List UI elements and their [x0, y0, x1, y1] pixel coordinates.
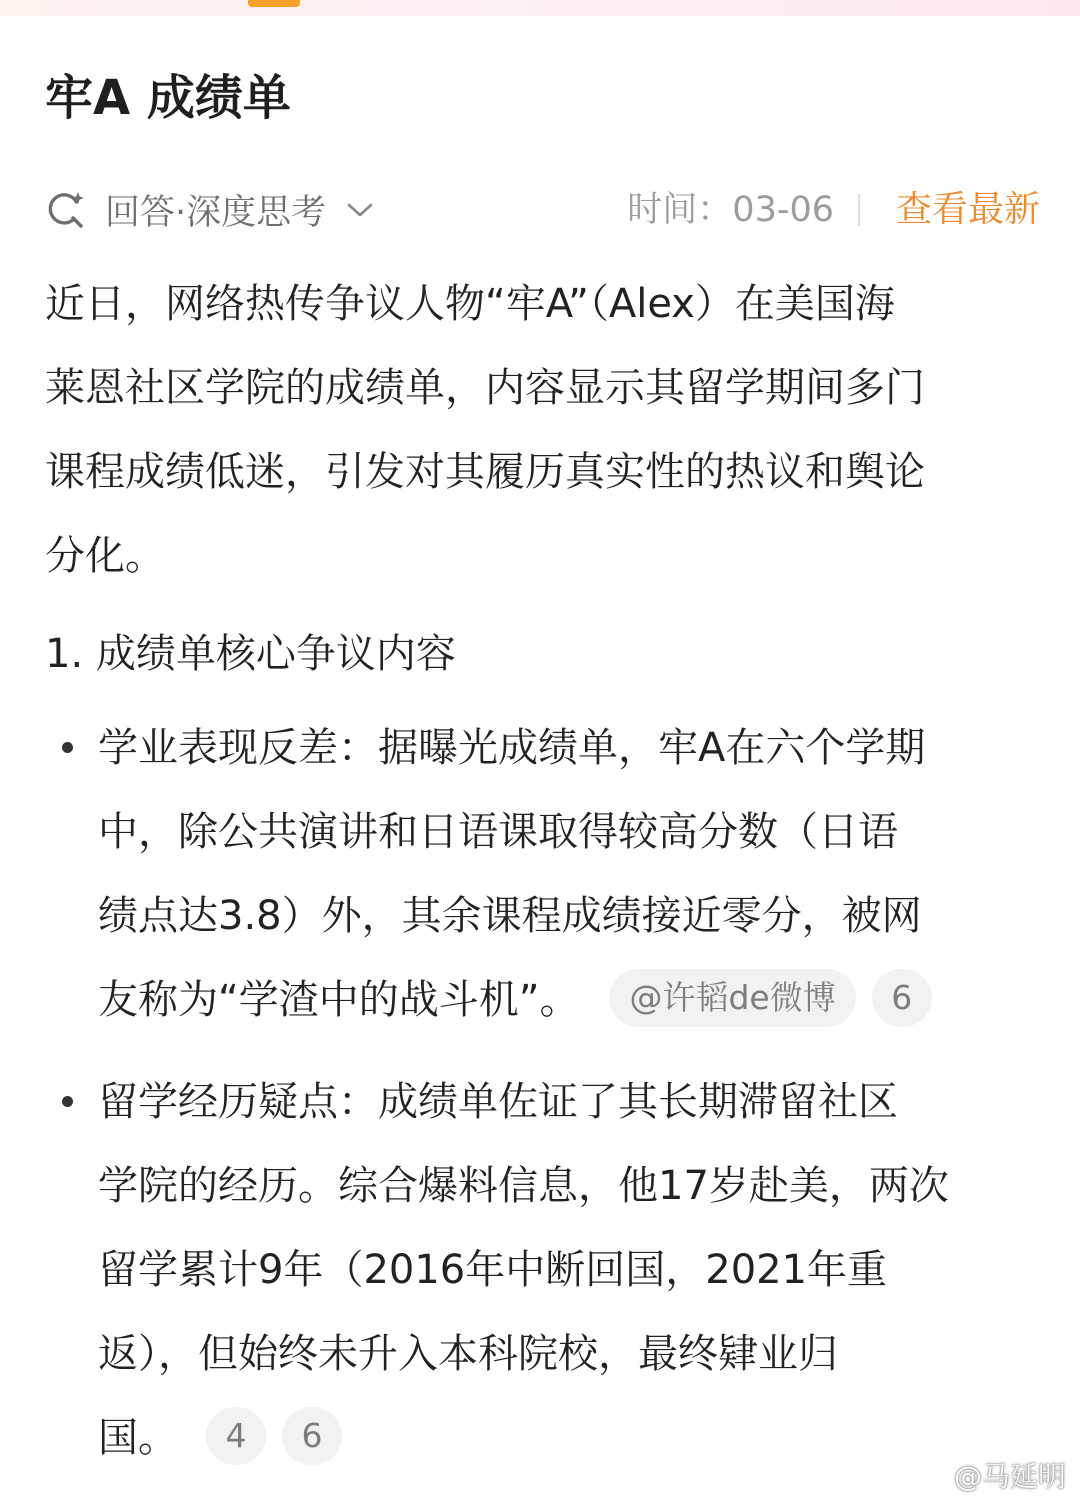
answer-mode-selector[interactable] [45, 180, 374, 240]
top-tab-bar [0, 0, 1080, 16]
search-spark-icon [45, 190, 85, 230]
answer-meta-row [45, 180, 1040, 240]
intro-line: 莱恩社区学院的成绩单，内容显示其留学期间多门 [45, 365, 925, 411]
bullet-line: 绩点达3.8）外，其余课程成绩接近零分，被网 [98, 893, 922, 939]
bullet-line: 国。 [98, 1415, 178, 1461]
view-latest-link[interactable]: 查看最新 [895, 189, 1040, 230]
bullet-line-with-refs [98, 1396, 1048, 1480]
bullet-line: 友称为“学渣中的战斗机”。 [98, 977, 580, 1023]
reference-chip[interactable]: 6 [872, 969, 932, 1027]
page-title: 牢A 成绩单 [45, 70, 291, 126]
bullet-line: 留学经历疑点：成绩单佐证了其长期滞留社区 [98, 1079, 898, 1125]
bullet-dot [62, 1096, 73, 1107]
bullet-item-study-abroad [98, 1060, 1048, 1480]
intro-paragraph [45, 262, 1040, 598]
meta-divider [858, 194, 860, 226]
watermark-text: @马延明 [953, 1460, 1066, 1493]
active-tab-indicator [248, 0, 300, 7]
intro-line: 课程成绩低迷，引发对其履历真实性的热议和舆论 [45, 449, 925, 495]
weibo-logo-icon [910, 1457, 954, 1494]
chevron-down-icon[interactable] [346, 201, 374, 219]
bullet-line: 学院的经历。综合爆料信息，他17岁赴美，两次 [98, 1163, 949, 1209]
source-chip[interactable]: @许韬de微博 [609, 969, 855, 1027]
answer-mode-label: 回答·深度思考 [105, 193, 327, 233]
reference-chip[interactable]: 4 [206, 1407, 266, 1465]
bullet-dot [62, 742, 73, 753]
bullet-line: 中，除公共演讲和日语课取得较高分数（日语 [98, 809, 898, 855]
bullet-line: 返），但始终未升入本科院校，最终肄业归 [98, 1331, 838, 1377]
bullet-line: 留学累计9年（2016年中断回国，2021年重 [98, 1247, 888, 1293]
watermark [910, 1455, 1066, 1495]
intro-line: 分化。 [45, 533, 165, 579]
bullet-item-academic [98, 706, 1048, 1042]
section-heading: 1. 成绩单核心争议内容 [45, 631, 456, 677]
bullet-line-with-refs [98, 958, 1048, 1042]
bullet-line: 学业表现反差：据曝光成绩单，牢A在六个学期 [98, 725, 926, 771]
intro-line: 近日，网络热传争议人物“牢A”（Alex）在美国海 [45, 281, 895, 327]
answer-time: 时间：03-06 [627, 190, 834, 230]
reference-chip[interactable]: 6 [282, 1407, 342, 1465]
